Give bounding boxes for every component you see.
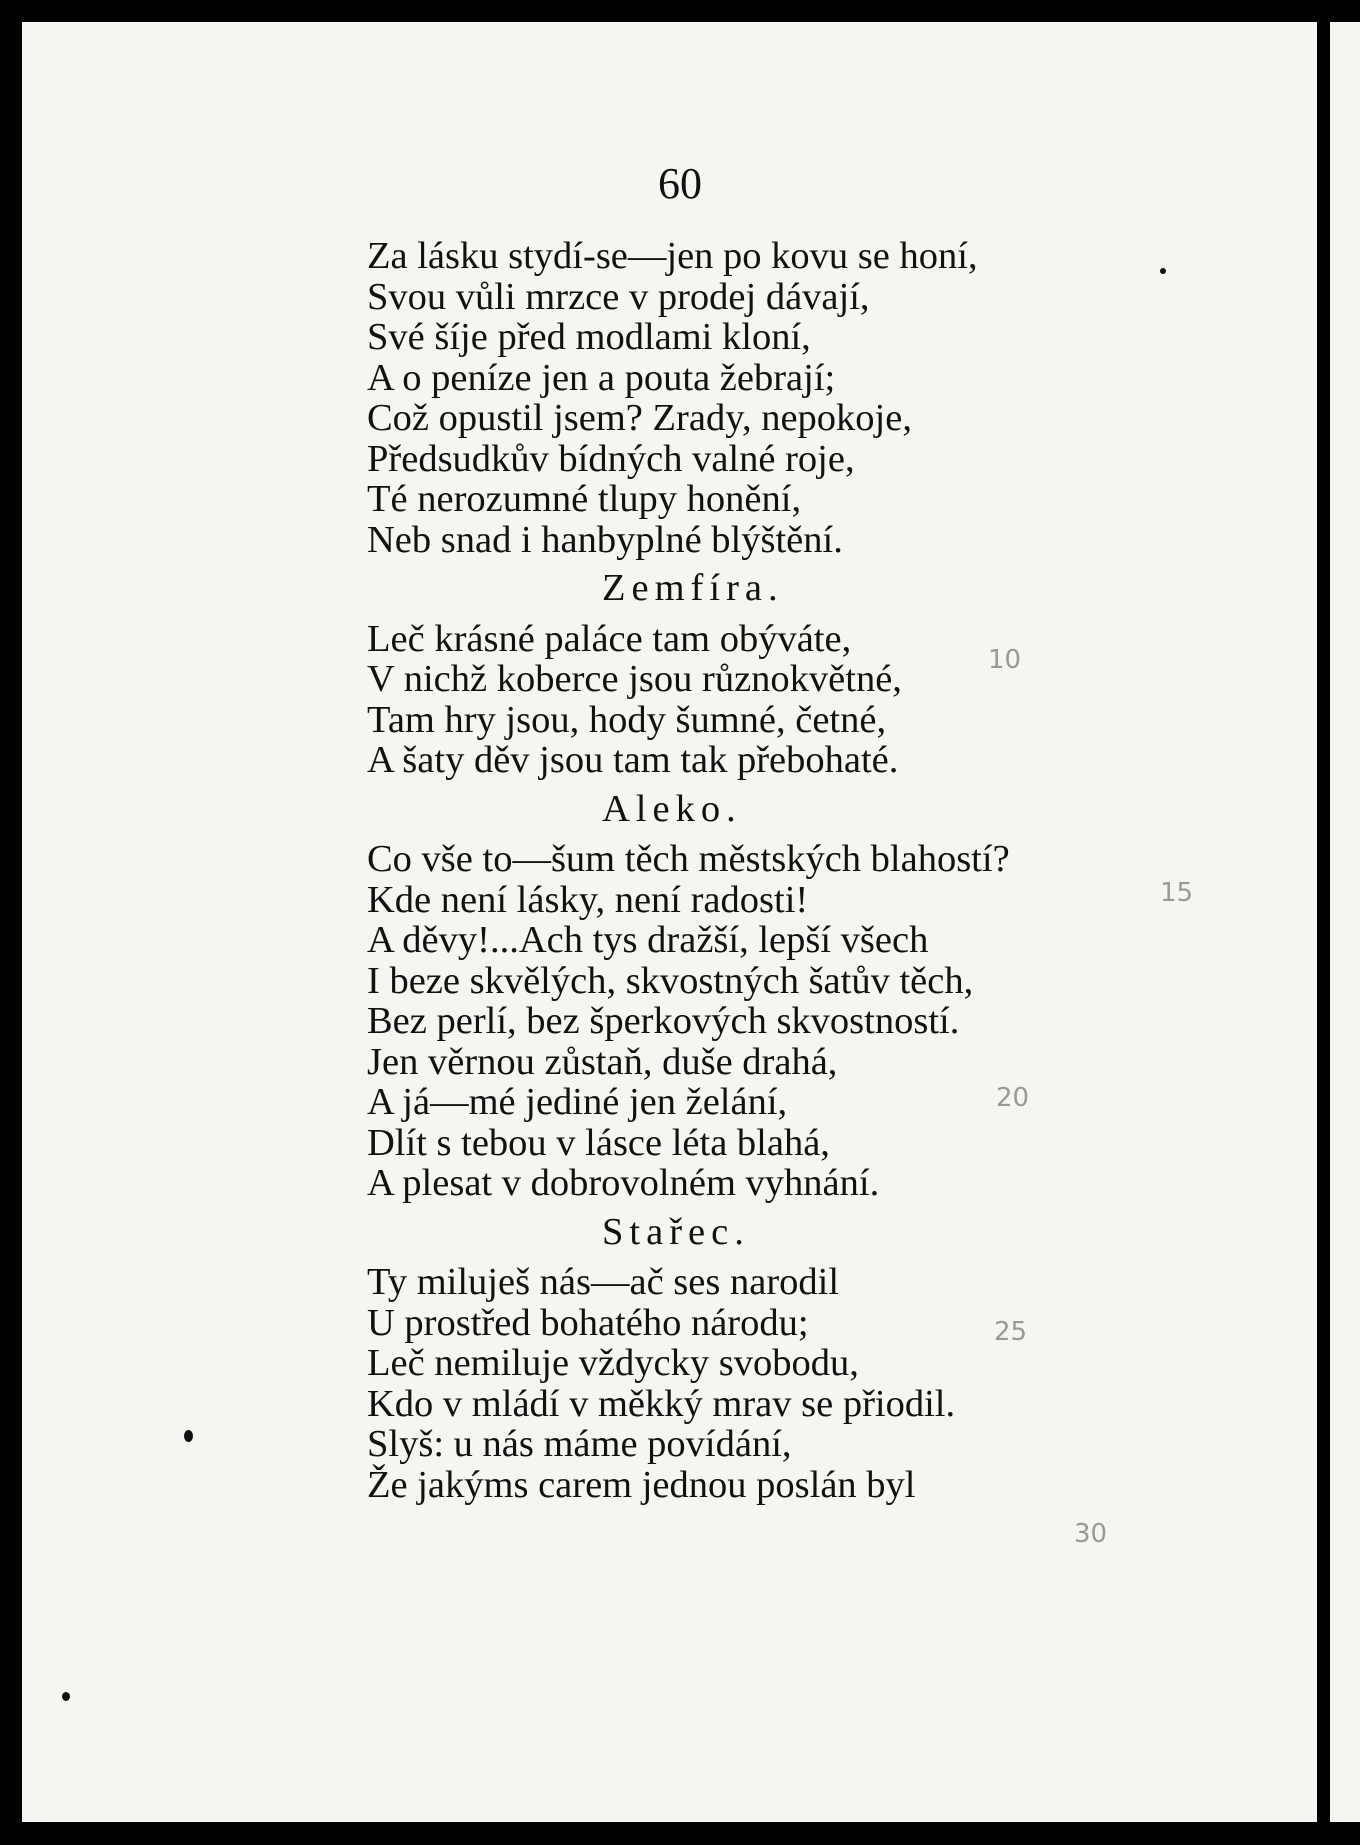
verse-line: Předsudkův bídných valné roje, — [367, 437, 855, 480]
verse-line: Jen věrnou zůstaň, duše drahá, — [367, 1040, 838, 1083]
verse-line: Že jakýms carem jednou poslán byl — [367, 1463, 916, 1506]
ink-speck — [62, 1692, 70, 1701]
verse-line: A plesat v dobrovolném vyhnání. — [367, 1162, 880, 1204]
verse-line: Dlít s tebou v lásce léta blahá, — [367, 1121, 830, 1164]
verse-line: A děvy!...Ach tys dražší, lepší všech — [367, 919, 929, 961]
verse-line: A šaty děv jsou tam tak přebohaté. — [367, 739, 899, 781]
verse-line: Za lásku stydí-se—jen po kovu se honí, — [367, 235, 978, 277]
verse-line: Svou vůli mrzce v prodej dávají, — [367, 275, 870, 318]
margin-note-10: 10 — [988, 645, 1022, 675]
verse-line: Kde není lásky, není radosti! — [367, 878, 809, 921]
verse-line: Své šíje před modlami kloní, — [367, 316, 811, 358]
verse-line: Slyš: u nás máme povídání, — [367, 1423, 792, 1465]
speaker-heading: Stařec. — [602, 1210, 750, 1253]
poem-text — [367, 236, 1187, 1505]
margin-note-20: 20 — [996, 1083, 1030, 1113]
verse-line: Co vše to—šum těch městských blahostí? — [367, 838, 1010, 880]
verse-line: Kdo v mládí v měkký mrav se přiodil. — [367, 1382, 956, 1425]
verse-line: I beze skvělých, skvostných šatův těch, — [367, 959, 974, 1002]
verse-line: U prostřed bohatého národu; — [367, 1301, 809, 1344]
page-number: 60 — [658, 159, 702, 208]
speaker-heading: Zemfíra. — [602, 567, 784, 609]
verse-line: A o peníze jen a pouta žebrají; — [367, 356, 836, 399]
verse-line: Což opustil jsem? Zrady, nepokoje, — [367, 397, 912, 439]
verse-line: V nichž koberce jsou různokvětné, — [367, 658, 902, 700]
facing-page-edge — [1324, 22, 1360, 1822]
verse-line: Ty miluješ nás—ač ses narodil — [367, 1261, 840, 1303]
margin-note-25: 25 — [994, 1317, 1028, 1347]
verse-line: Leč krásné paláce tam obýváte, — [367, 617, 852, 660]
margin-note-15: 15 — [1160, 878, 1194, 908]
verse-line: A já—mé jediné jen želání, — [367, 1081, 788, 1123]
verse-line: Neb snad i hanbyplné blýštění. — [367, 518, 843, 561]
verse-line: Leč nemiluje vždycky svobodu, — [367, 1342, 859, 1384]
ink-speck — [1160, 268, 1166, 274]
margin-note-30: 30 — [1074, 1519, 1108, 1549]
verse-line: Bez perlí, bez šperkových skvostností. — [367, 1000, 960, 1042]
verse-line: Tam hry jsou, hody šumné, četné, — [367, 698, 887, 741]
ink-speck — [184, 1430, 193, 1442]
verse-line: Té nerozumné tlupy honění, — [367, 478, 802, 520]
speaker-heading: Aleko. — [602, 787, 742, 830]
